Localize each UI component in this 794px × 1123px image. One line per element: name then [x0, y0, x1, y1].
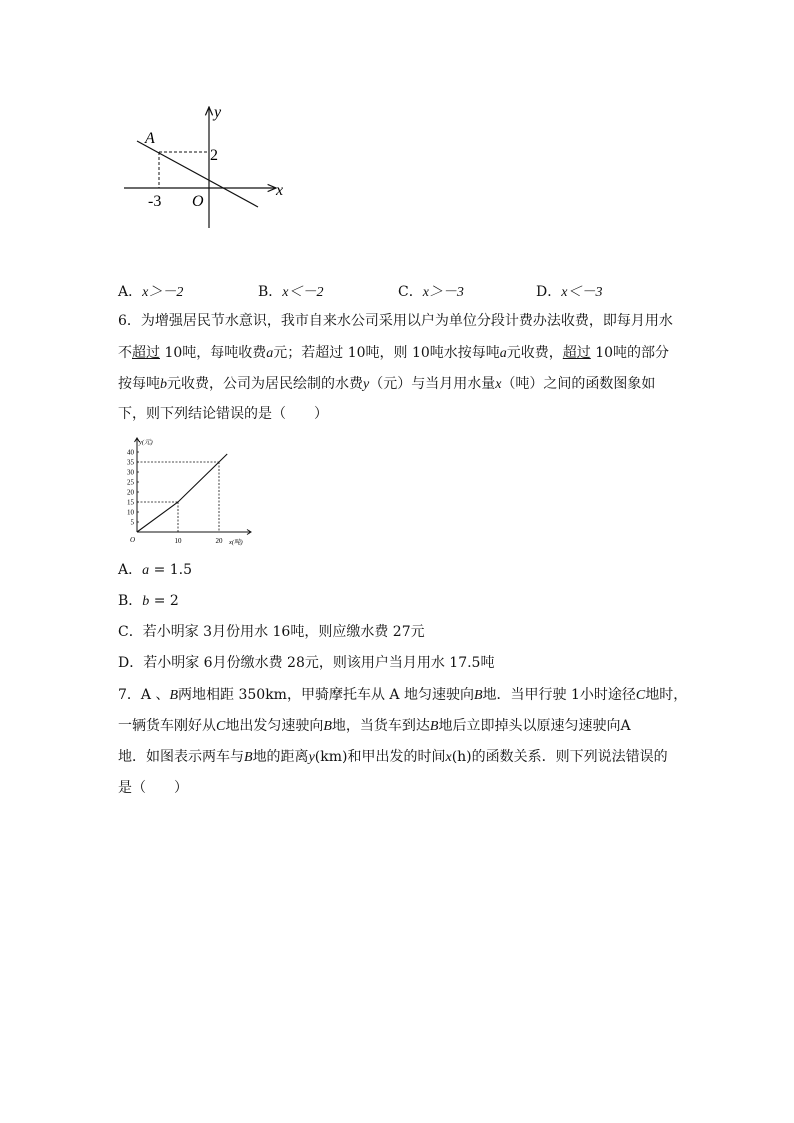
option-value: x＞－3 [422, 285, 464, 300]
q5-option-d[interactable] [536, 281, 602, 301]
chart-y-tick-label: 5 [130, 518, 134, 527]
water-fee-chart [116, 435, 256, 550]
chart-y-tick-label: 15 [127, 498, 134, 507]
q5-option-b[interactable] [258, 281, 324, 301]
origin-label: O [192, 193, 204, 210]
chart-y-tick-label: 20 [127, 488, 134, 497]
chart-y-tick-label: 10 [127, 508, 134, 517]
option-value: x＜－2 [282, 285, 324, 300]
chart-origin-label: O [130, 536, 136, 544]
x-value-label: -3 [148, 193, 162, 210]
q6-line-4: 下，则下列结论错误的是（ ） [118, 406, 328, 422]
q7-line-3: 地．如图表示两车与B地的距离y(km)和甲出发的时间x(h)的函数关系．则下列说法错误的 [118, 749, 668, 765]
q7-line-2: 一辆货车刚好从C地出发匀速驶向B地，当货车到达B地后立即掉头以原速匀速驶向A [118, 718, 631, 734]
chart-y-tick-label: 25 [127, 478, 134, 487]
chart-y-tick-label: 40 [127, 448, 134, 457]
q6-line-1: 6．为增强居民节水意识，我市自来水公司采用以户为单位分段计费办法收费，即每月用水 [118, 313, 673, 329]
option-label: C． [398, 284, 423, 300]
q6-option-b[interactable]: B．b = 2 [118, 593, 179, 609]
y-value-label: 2 [210, 147, 218, 164]
chart-x-tick-label: 20 [215, 537, 223, 545]
chart-x-axis-label: x(吨) [229, 539, 243, 546]
q6-option-c[interactable]: C．若小明家 3月份用水 16吨，则应缴水费 27元 [118, 624, 425, 640]
q5-option-c[interactable] [398, 281, 464, 301]
chart-y-tick-label: 35 [127, 458, 134, 467]
chart-series-line [137, 454, 227, 532]
q6-option-d[interactable]: D．若小明家 6月份缴水费 28元，则该用户当月用水 17.5吨 [118, 655, 495, 671]
chart-y-tick-label: 30 [127, 468, 134, 477]
option-label: A． [118, 284, 143, 300]
option-label: D． [536, 284, 562, 300]
q6-option-a[interactable]: A．a = 1.5 [118, 562, 193, 578]
q6-line-2: 不超过 10吨，每吨收费a元；若超过 10吨，则 10吨水按每吨a元收费，超过 10吨的部分 [118, 345, 670, 361]
option-value: x＜－3 [561, 285, 603, 300]
q7-line-4: 是（ ） [118, 780, 188, 796]
chart-x-tick-label: 10 [174, 537, 182, 545]
q7-line-1: 7．A 、B两地相距 350km，甲骑摩托车从 A 地匀速驶向B地．当甲行驶 1小时途径C地时， [118, 687, 688, 703]
option-label: B． [258, 284, 283, 300]
option-value: x＞－2 [142, 285, 184, 300]
chart-y-axis-label: y(元) [139, 439, 153, 446]
q5-option-a[interactable] [118, 281, 183, 301]
coordinate-figure [110, 95, 300, 240]
q6-line-3: 按每吨b元收费，公司为居民绘制的水费y（元）与当月用水量x（吨）之间的函数图象如 [118, 376, 656, 392]
y-axis-label: y [214, 104, 222, 121]
x-axis-label: x [276, 182, 284, 199]
point-a-label: A [145, 130, 155, 147]
